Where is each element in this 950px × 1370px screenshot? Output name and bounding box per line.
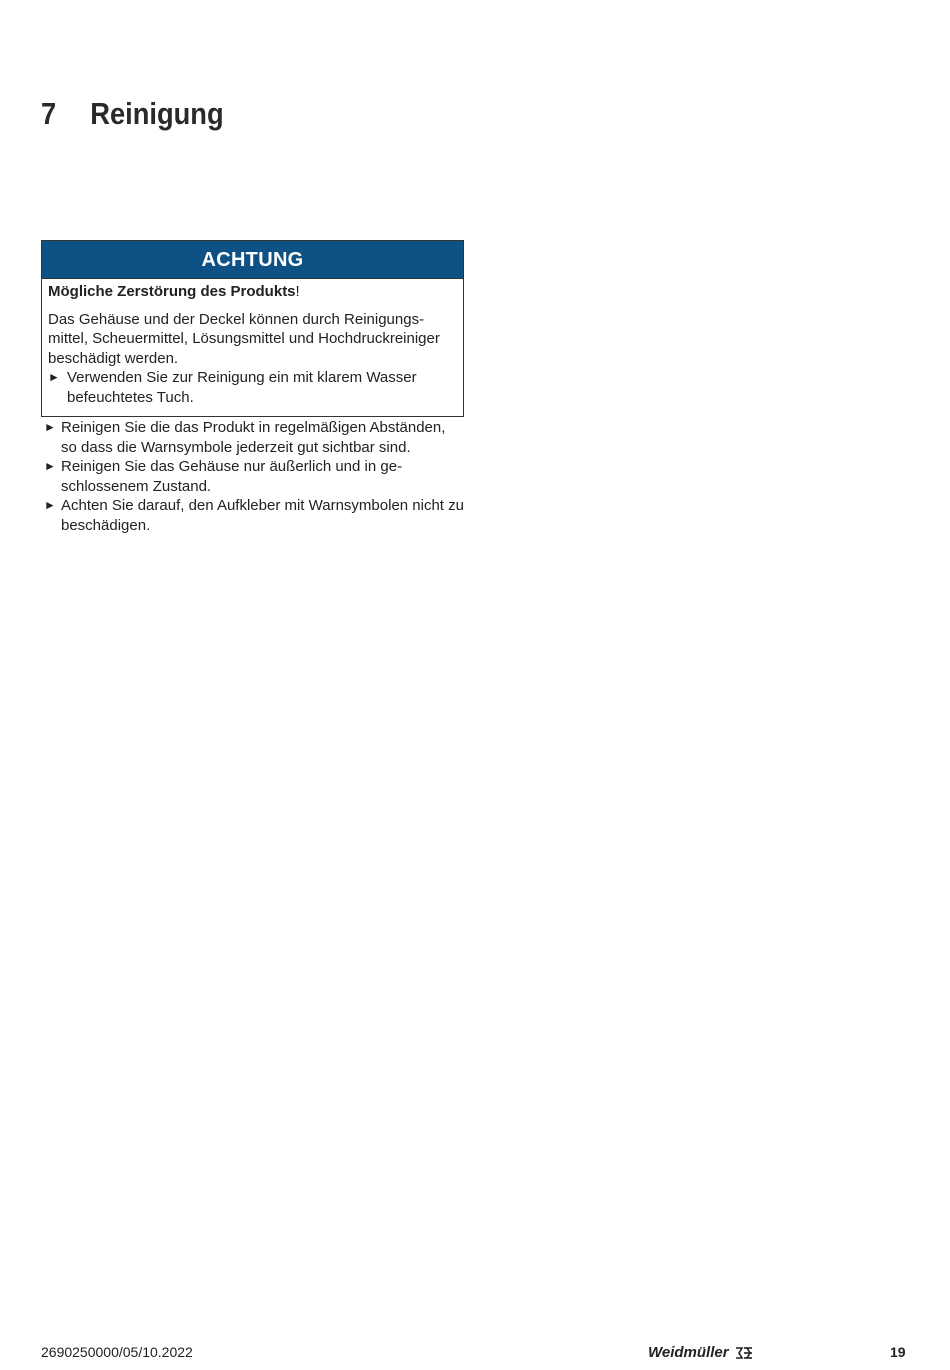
chapter-heading — [41, 96, 224, 132]
bullet-arrow-icon: ► — [44, 420, 56, 434]
caution-title — [48, 282, 455, 302]
list-item — [44, 496, 464, 535]
list-item — [44, 418, 464, 457]
cleaning-steps-list — [44, 418, 464, 535]
weidmueller-logo-icon — [734, 1345, 754, 1361]
caution-header: ACHTUNG — [42, 241, 463, 279]
step-text: Reinigen Sie die das Produkt in regelmäßigen Abständen, so dass die Warnsymbole jederzeit gut sichtbar sind. — [61, 419, 446, 456]
brand-name: Weidmüller — [648, 1344, 729, 1361]
list-item — [44, 457, 464, 496]
document-code: 2690250000/05/10.2022 — [41, 1344, 193, 1360]
brand-logo — [648, 1344, 754, 1361]
caution-title-suffix: ! — [295, 283, 300, 300]
chapter-title: Reinigung — [90, 96, 224, 131]
caution-bullet — [48, 368, 455, 407]
chapter-number: 7 — [41, 96, 57, 131]
caution-notice-box — [41, 240, 464, 417]
caution-bullet-text: Verwenden Sie zur Reinigung ein mit klarem Wasser befeuchtetes Tuch. — [67, 369, 417, 406]
bullet-arrow-icon: ► — [44, 498, 56, 512]
page-number: 19 — [890, 1344, 906, 1360]
caution-text: Das Gehäuse und der Deckel können durch Reinigungsmittel, Scheuermittel, Lösungsmittel und Hochdruckreiniger beschädigt werden. — [48, 310, 440, 367]
caution-title-bold: Mögliche Zerstörung des Produkts — [48, 283, 296, 300]
caution-body — [42, 279, 463, 416]
step-text: Reinigen Sie das Gehäuse nur äußerlich und in geschlossenem Zustand. — [61, 458, 403, 495]
bullet-arrow-icon: ► — [48, 370, 60, 384]
step-text: Achten Sie darauf, den Aufkleber mit Warnsymbolen nicht zu beschädigen. — [61, 497, 464, 534]
bullet-arrow-icon: ► — [44, 459, 56, 473]
